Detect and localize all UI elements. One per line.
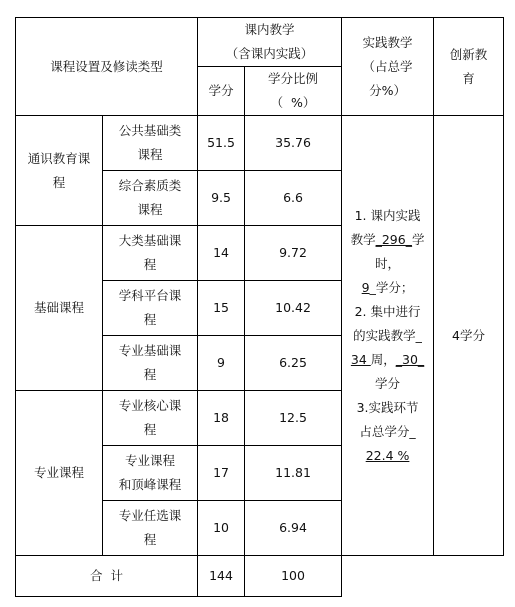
course-name: 专业课程 和顶峰课程 [103,446,198,501]
curriculum-table [15,17,504,597]
practice-item-1: 1. 课内实践 [354,207,421,223]
course-credits: 18 [198,391,245,446]
header-credits: 学分 [198,67,245,116]
course-credits: 10 [198,501,245,556]
group-general-education: 通识教育课 程 [16,116,103,226]
table-row [16,116,504,171]
practice-item-2: 2. 集中进行 [354,303,421,319]
header-practice-teaching: 实践教学 （占总学 分%） [342,18,434,116]
course-credits: 9.5 [198,171,245,226]
total-row [16,556,504,597]
group-basic-courses: 基础课程 [16,226,103,391]
practice-weeks-value: 34 [350,351,371,367]
course-name: 大类基础课 程 [103,226,198,281]
course-name: 公共基础类 课程 [103,116,198,171]
course-ratio: 9.72 [245,226,342,281]
course-name: 综合素质类 课程 [103,171,198,226]
practice-percent-value: 22.4 % [365,447,410,463]
header-in-class-teaching: 课内教学 （含课内实践） [198,18,342,67]
total-ratio: 100 [245,556,342,597]
course-name: 学科平台课 程 [103,281,198,336]
course-credits: 17 [198,446,245,501]
header-category-type: 课程设置及修读类型 [16,18,198,116]
total-label: 合 计 [16,556,198,597]
group-major-courses: 专业课程 [16,391,103,556]
course-ratio: 35.76 [245,116,342,171]
practice-weeks-credit-value: _30_ [395,351,425,367]
course-credits: 51.5 [198,116,245,171]
header-innovation-education: 创新教 育 [434,18,504,116]
course-name: 专业核心课 程 [103,391,198,446]
practice-item-3: 3.实践环节 [356,399,419,415]
total-credits: 144 [198,556,245,597]
innovation-credits: 4学分 [434,116,504,556]
course-ratio: 6.25 [245,336,342,391]
course-ratio: 6.94 [245,501,342,556]
course-ratio: 12.5 [245,391,342,446]
course-credits: 14 [198,226,245,281]
practice-hours-value: _296_ [375,231,412,247]
course-name: 专业任选课 程 [103,501,198,556]
course-ratio: 6.6 [245,171,342,226]
course-ratio: 11.81 [245,446,342,501]
practice-teaching-notes: 1. 课内实践 教学_296_学 时， 9_学分； 2. 集中进行 的实践教学_ 34 周，_30_ 学分 3.实践环节 占总学分_ 22.4 % [342,116,434,556]
header-credit-ratio: 学分比例 （ %） [245,67,342,116]
practice-credit-value: 9 [361,279,370,295]
course-name: 专业基础课 程 [103,336,198,391]
course-credits: 9 [198,336,245,391]
course-ratio: 10.42 [245,281,342,336]
course-credits: 15 [198,281,245,336]
